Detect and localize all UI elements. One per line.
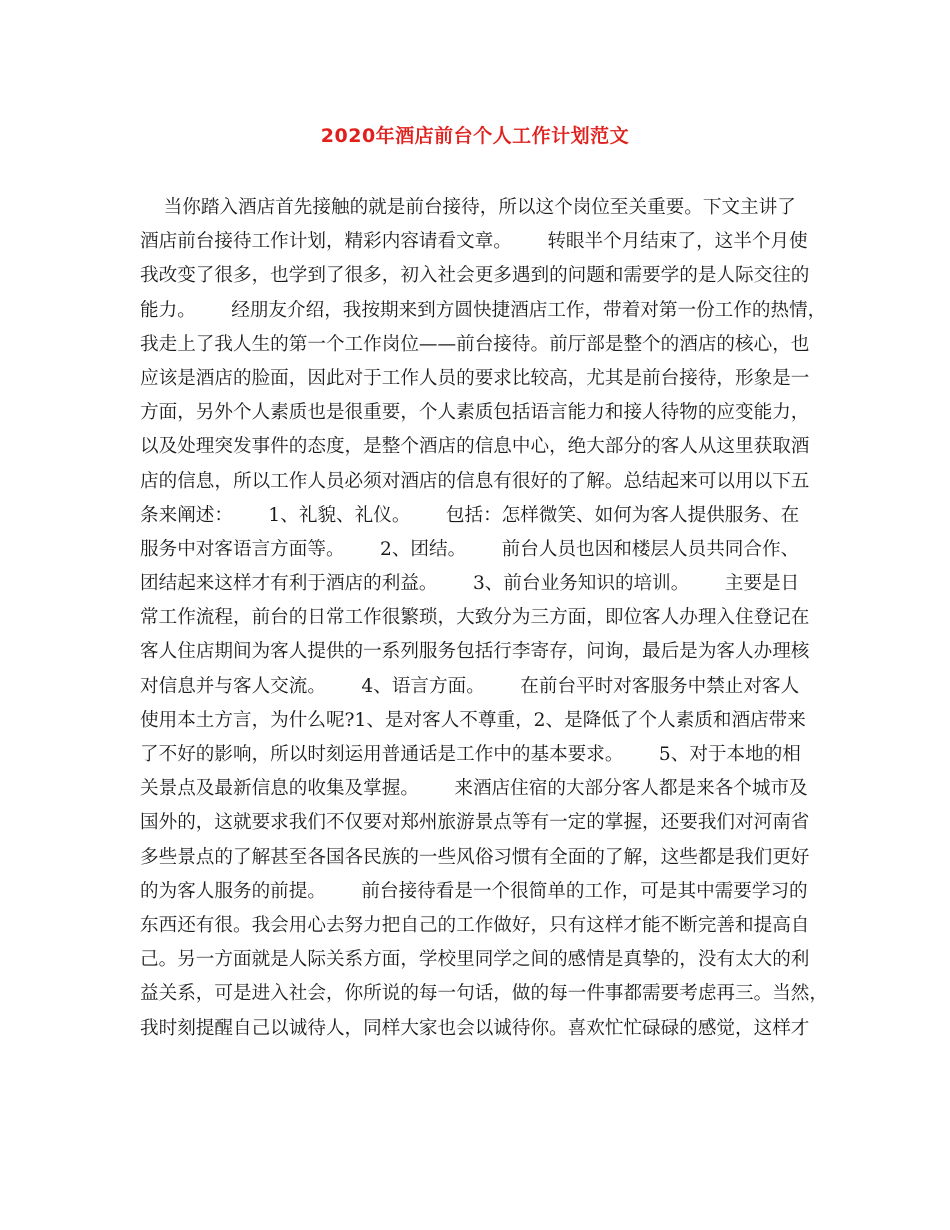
body-line: 益关系，可是进入社会，你所说的每一句话，做的每一件事都需要考虑再三。当然， bbox=[140, 983, 828, 1005]
body-line: 对信息并与客人交流。 4、语言方面。 在前台平时对客服务中禁止对客人 bbox=[140, 675, 800, 697]
body-line: 东西还有很。我会用心去努力把自己的工作做好，只有这样才能不断完善和提高自 bbox=[140, 914, 810, 936]
body-line: 方面，另外个人素质也是很重要，个人素质包括语言能力和接人待物的应变能力， bbox=[140, 402, 810, 424]
body-line: 团结起来这样才有利于酒店的利益。 3、前台业务知识的培训。 主要是日 bbox=[140, 573, 800, 595]
body-line: 条来阐述： 1、礼貌、礼仪。 包括：怎样微笑、如何为客人提供服务、在 bbox=[140, 504, 800, 526]
body-line: 关景点及最新信息的收集及掌握。 来酒店住宿的大部分客人都是来各个城市及 bbox=[140, 778, 808, 800]
body-line: 我走上了我人生的第一个工作岗位——前台接待。前厅部是整个的酒店的核心，也 bbox=[140, 333, 810, 355]
body-line: 常工作流程，前台的日常工作很繁琐，大致分为三方面，即位客人办理入住登记在 bbox=[140, 607, 810, 629]
document-body bbox=[140, 191, 830, 1046]
body-line: 客人住店期间为客人提供的一系列服务包括行李寄存，问询，最后是为客人办理核 bbox=[140, 641, 810, 663]
body-line: 能力。 经朋友介绍，我按期来到方圆快捷酒店工作，带着对第一份工作的热情， bbox=[140, 299, 827, 321]
body-line: 我改变了很多，也学到了很多，初入社会更多遇到的问题和需要学的是人际交往的 bbox=[140, 265, 810, 287]
body-line: 店的信息，所以工作人员必须对酒店的信息有很好的了解。总结起来可以用以下五 bbox=[140, 470, 810, 492]
body-line: 我时刻提醒自己以诚待人，同样大家也会以诚待你。喜欢忙忙碌碌的感觉，这样才 bbox=[140, 1017, 810, 1039]
body-line: 服务中对客语言方面等。 2、团结。 前台人员也因和楼层人员共同合作、 bbox=[140, 538, 800, 560]
body-line: 以及处理突发事件的态度，是整个酒店的信息中心，绝大部分的客人从这里获取酒 bbox=[140, 436, 810, 458]
body-line: 应该是酒店的脸面，因此对于工作人员的要求比较高，尤其是前台接待，形象是一 bbox=[140, 367, 810, 389]
body-line: 的为客人服务的前提。 前台接待看是一个很简单的工作，可是其中需要学习的 bbox=[140, 880, 808, 902]
body-line: 酒店前台接待工作计划，精彩内容请看文章。 转眼半个月结束了，这半个月使 bbox=[140, 231, 808, 253]
body-line: 国外的，这就要求我们不仅要对郑州旅游景点等有一定的掌握，还要我们对河南省 bbox=[140, 812, 810, 834]
body-line: 使用本土方言，为什么呢?1、是对客人不尊重，2、是降低了个人素质和酒店带来 bbox=[140, 709, 806, 731]
body-line: 多些景点的了解甚至各国各民族的一些风俗习惯有全面的了解，这些都是我们更好 bbox=[140, 846, 810, 868]
body-line: 己。另一方面就是人际关系方面，学校里同学之间的感情是真挚的，没有太大的利 bbox=[140, 949, 810, 971]
body-line: 当你踏入酒店首先接触的就是前台接待，所以这个岗位至关重要。下文主讲了 bbox=[140, 197, 796, 218]
document-title: 2020年酒店前台个人工作计划范文 bbox=[320, 125, 630, 147]
body-line: 了不好的影响，所以时刻运用普通话是工作中的基本要求。 5、对于本地的相 bbox=[140, 744, 801, 765]
